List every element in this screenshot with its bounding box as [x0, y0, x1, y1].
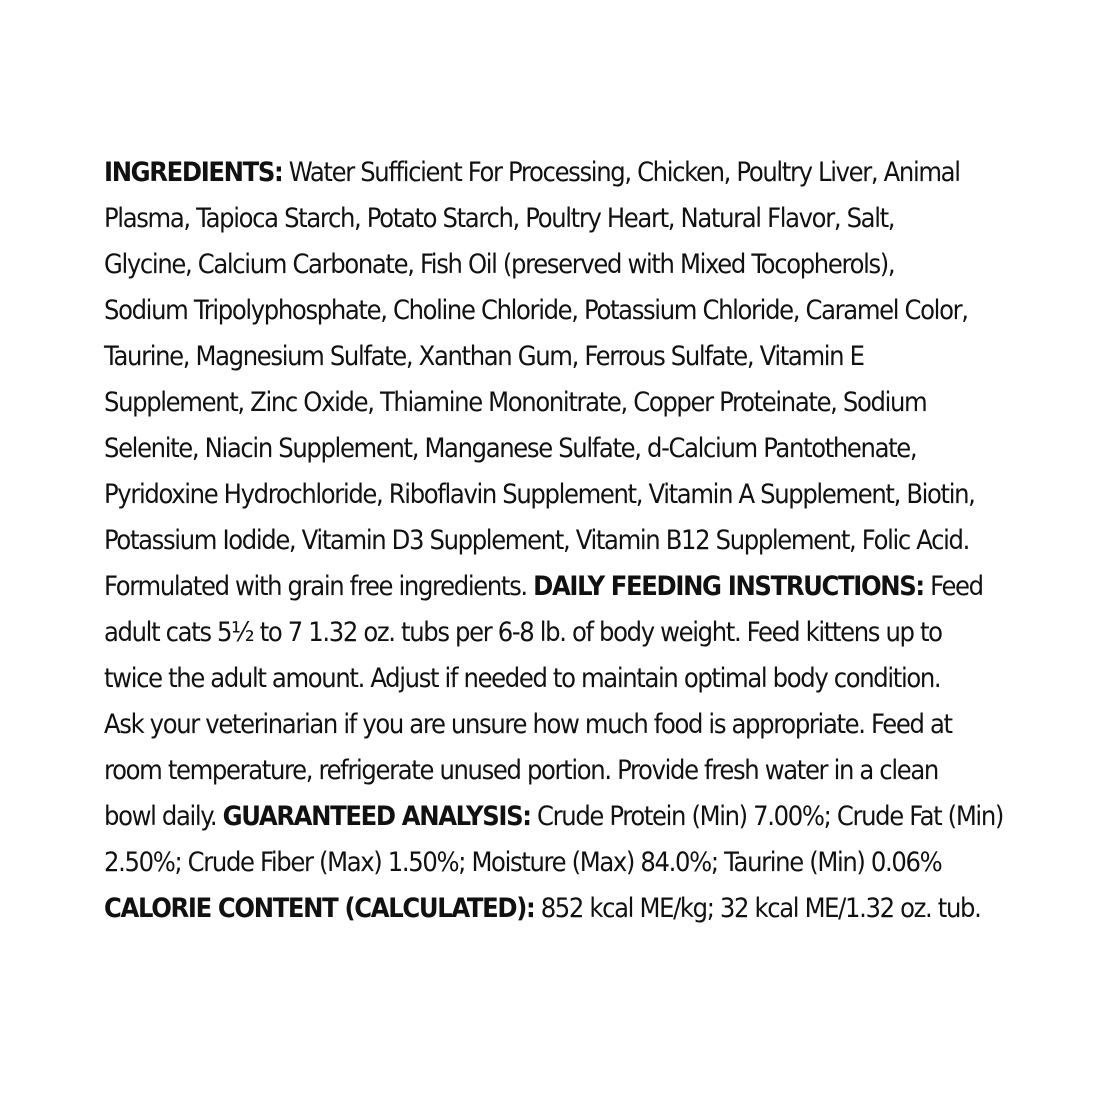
label-line [104, 242, 941, 288]
label-text-run: Taurine, Magnesium Sulfate, Xanthan Gum, Ferrous Sulfate, Vitamin E [104, 341, 864, 372]
label-text-run: room temperature, refrigerate unused portion. Provide fresh water in a clean [104, 755, 938, 786]
section-heading: DAILY FEEDING INSTRUCTIONS: [533, 571, 924, 602]
label-text-run: bowl daily. [104, 801, 223, 832]
label-line [104, 196, 941, 242]
label-line [104, 656, 941, 702]
label-text-run: Water Sufficient For Processing, Chicken, Poultry Liver, Animal [282, 157, 960, 188]
label-line [104, 518, 969, 564]
label-text-run: Selenite, Niacin Supplement, Manganese Sulfate, d-Calcium Pantothenate, [104, 433, 917, 464]
section-heading: CALORIE CONTENT (CALCULATED): [104, 893, 535, 924]
label-text-run: Plasma, Tapioca Starch, Potato Starch, Poultry Heart, Natural Flavor, Salt, [104, 203, 895, 234]
label-text-run: Pyridoxine Hydrochloride, Riboflavin Supplement, Vitamin A Supplement, Biotin, [104, 479, 975, 510]
section-heading: GUARANTEED ANALYSIS: [222, 801, 531, 832]
label-text-run: Crude Protein (Min) 7.00%; Crude Fat (Min) [530, 801, 1004, 832]
label-line [104, 794, 1004, 840]
label-line [104, 472, 975, 518]
label-text-run: Supplement, Zinc Oxide, Thiamine Mononitrate, Copper Proteinate, Sodium [104, 387, 927, 418]
label-text-run: Ask your veterinarian if you are unsure how much food is appropriate. Feed at [104, 709, 952, 740]
label-line [104, 150, 960, 196]
label-line [104, 886, 981, 932]
label-line [104, 840, 941, 886]
label-text-run: adult cats 5½ to 7 1.32 oz. tubs per 6-8 lb. of body weight. Feed kittens up to [104, 617, 942, 648]
label-text-run: Glycine, Calcium Carbonate, Fish Oil (preserved with Mixed Tocopherols), [104, 249, 895, 280]
section-heading: INGREDIENTS: [104, 157, 283, 188]
label-text-run: Potassium Iodide, Vitamin D3 Supplement, Vitamin B12 Supplement, Folic Acid. [104, 525, 969, 556]
label-line [104, 334, 941, 380]
label-text-run: twice the adult amount. Adjust if needed to maintain optimal body condition. [104, 663, 941, 694]
label-line [104, 610, 941, 656]
product-label-text [104, 150, 1034, 932]
label-line [104, 702, 952, 748]
label-text-run: Formulated with grain free ingredients. [104, 571, 534, 602]
label-line [104, 748, 941, 794]
label-line [104, 288, 968, 334]
label-line [104, 380, 941, 426]
label-text-run: Sodium Tripolyphosphate, Choline Chloride, Potassium Chloride, Caramel Color, [104, 295, 968, 326]
label-line [104, 426, 941, 472]
label-text-run: 852 kcal ME/kg; 32 kcal ME/1.32 oz. tub. [534, 893, 981, 924]
label-text-run: Feed [923, 571, 983, 602]
label-line [104, 564, 983, 610]
label-text-run: 2.50%; Crude Fiber (Max) 1.50%; Moisture (Max) 84.0%; Taurine (Min) 0.06% [104, 847, 942, 878]
